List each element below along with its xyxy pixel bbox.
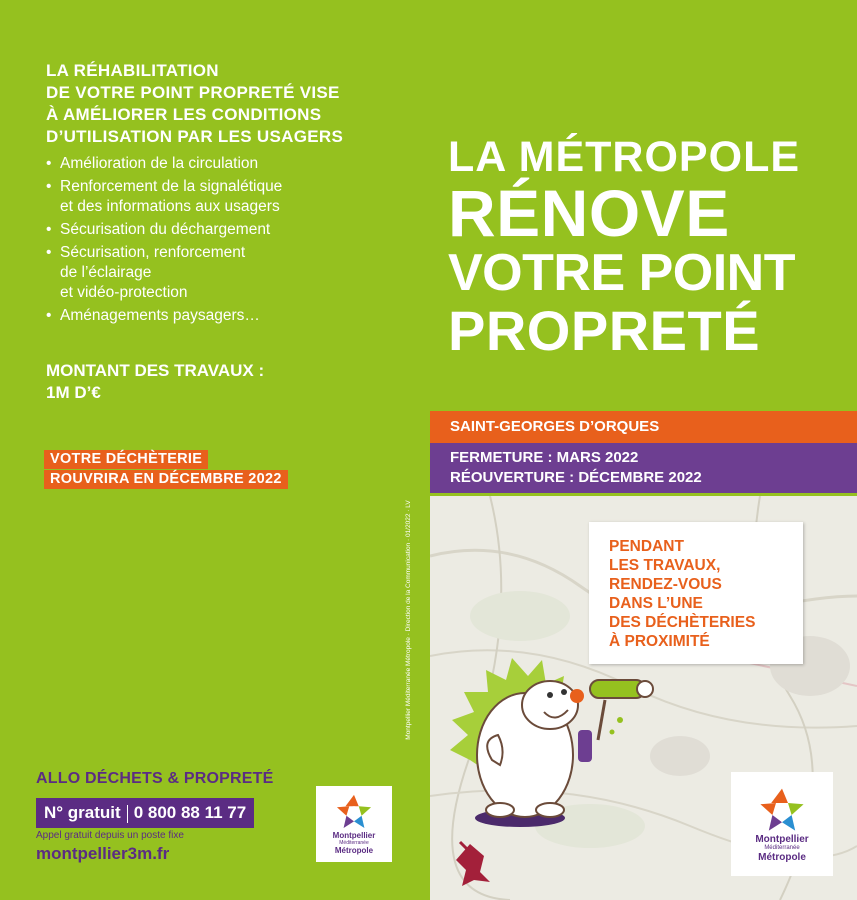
works-amount — [46, 360, 346, 404]
amount-value: 1M D’€ — [46, 383, 101, 402]
intro-title-line: LA RÉHABILITATION — [46, 61, 219, 80]
bubble-line: DES DÉCHÈTERIES — [609, 614, 756, 631]
info-bubble — [589, 522, 803, 664]
improvement-list — [46, 154, 406, 329]
intro-title-line: À AMÉLIORER LES CONDITIONS — [46, 105, 322, 124]
allo-title: ALLO DÉCHETS & PROPRETÉ — [36, 770, 274, 787]
list-item-text: Sécurisation du déchargement — [60, 221, 271, 238]
bubble-text — [609, 537, 804, 651]
phone-number[interactable]: 0 800 88 11 77 — [133, 803, 247, 822]
logo-name: Montpellier — [755, 833, 809, 845]
list-item-text: Amélioration de la circulation — [60, 155, 259, 172]
list-item-text: Renforcement de la signalétique — [60, 178, 283, 195]
reopen-line: VOTRE DÉCHÈTERIE — [44, 450, 208, 469]
phone-note: Appel gratuit depuis un poste fixe — [36, 830, 184, 841]
headline-line: PROPRETÉ — [448, 299, 761, 362]
intro-title-line: DE VOTRE POINT PROPRETÉ VISE — [46, 83, 340, 102]
list-item — [46, 177, 406, 217]
website-link[interactable]: montpellier3m.fr — [36, 844, 170, 863]
headline-line: VOTRE POINT — [448, 244, 795, 302]
list-item-text: et vidéo-protection — [60, 284, 188, 301]
bubble-line: LES TRAVAUX, — [609, 557, 721, 574]
bubble-line: DANS L’UNE — [609, 595, 703, 612]
headline — [448, 133, 840, 361]
phone-box[interactable] — [36, 798, 254, 828]
list-item — [46, 306, 406, 326]
town-emblem-icon — [440, 836, 510, 888]
bubble-line: À PROXIMITÉ — [609, 633, 710, 650]
logo-sub: Méditerranée — [339, 840, 369, 846]
headline-line: LA MÉTROPOLE — [448, 133, 801, 181]
bubble-line: RENDEZ-VOUS — [609, 576, 722, 593]
reopen-line: ROUVRIRA EN DÉCEMBRE 2022 — [44, 470, 288, 489]
separator — [127, 805, 128, 823]
list-item-text: de l’éclairage — [60, 264, 152, 281]
intro-title — [46, 60, 406, 148]
list-item-text: et des informations aux usagers — [60, 198, 280, 215]
logo-name2: Métropole — [334, 846, 374, 855]
logo-name2: Métropole — [758, 851, 806, 863]
town-name: SAINT-GEORGES D’ORQUES — [450, 418, 660, 435]
list-item — [46, 243, 406, 303]
list-item — [46, 154, 406, 174]
list-item-text: Aménagements paysagers… — [60, 307, 260, 324]
metropole-logo — [316, 786, 392, 862]
credit-text: Montpellier Méditerranée Métropole · Direction de la Communication · 01/2022 · LV — [405, 500, 412, 740]
star-logo-icon — [335, 793, 373, 829]
vertical-credit — [405, 470, 419, 770]
star-logo-icon — [758, 786, 806, 832]
intro-title-line: D’UTILISATION PAR LES USAGERS — [46, 127, 344, 146]
reopening-date: RÉOUVERTURE : DÉCEMBRE 2022 — [450, 469, 702, 486]
hedgehog-mascot-icon — [440, 640, 660, 830]
dates-bar — [430, 443, 857, 493]
town-bar — [430, 411, 857, 443]
logo-sub: Méditerranée — [764, 844, 800, 851]
reopen-banner — [44, 450, 288, 490]
logo-name: Montpellier — [332, 831, 376, 840]
bubble-line: PENDANT — [609, 538, 684, 555]
phone-label: N° gratuit — [44, 803, 121, 822]
headline-line: RÉNOVE — [448, 176, 730, 250]
list-item-text: Sécurisation, renforcement — [60, 244, 246, 261]
metropole-logo — [731, 772, 833, 876]
amount-label: MONTANT DES TRAVAUX : — [46, 361, 265, 380]
list-item — [46, 220, 406, 240]
closing-date: FERMETURE : MARS 2022 — [450, 449, 639, 466]
